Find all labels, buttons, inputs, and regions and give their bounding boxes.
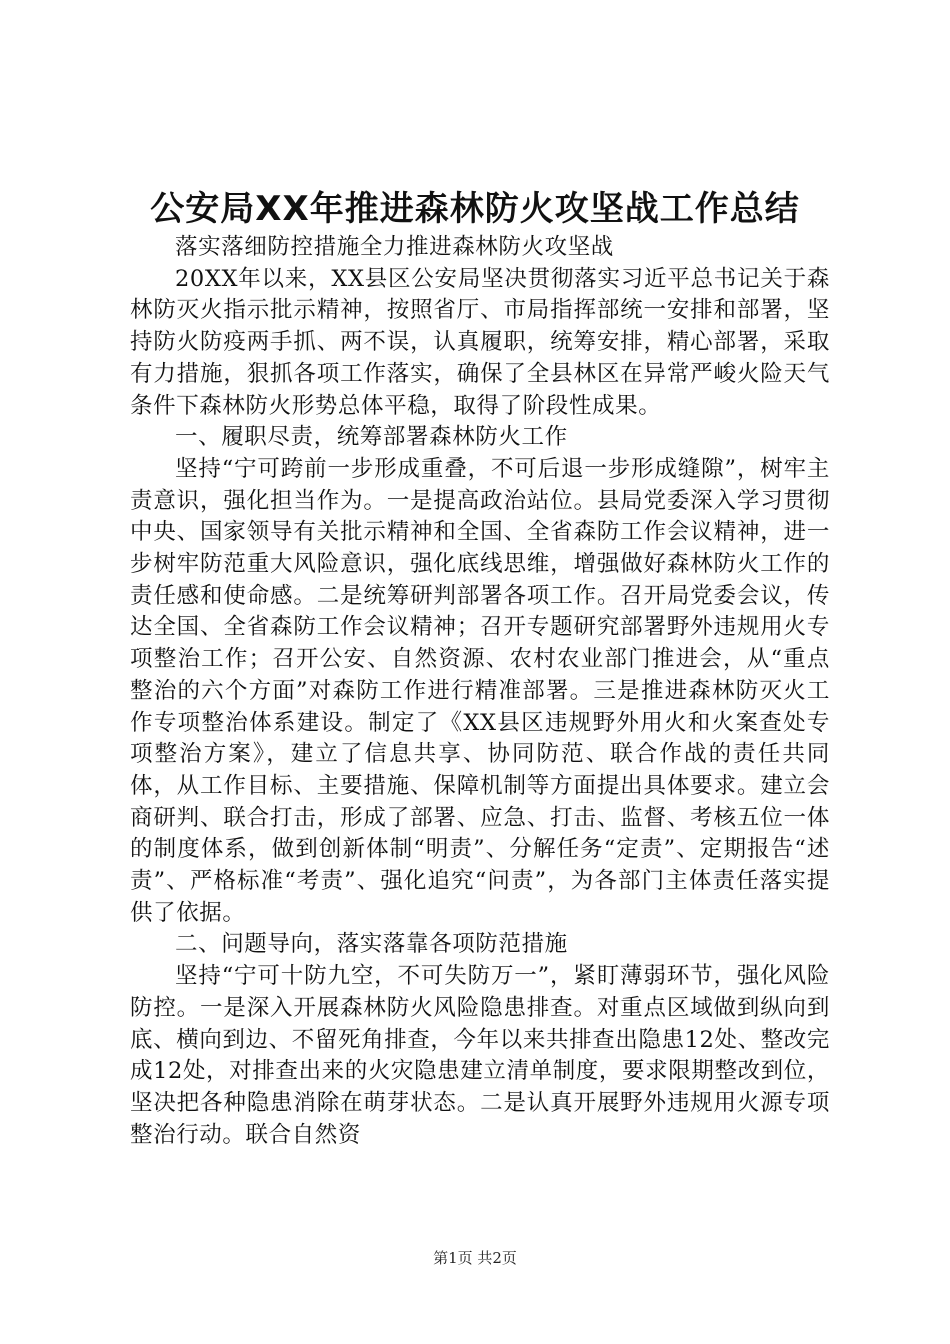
page-footer: 第1页 共2页: [433, 1249, 517, 1267]
document-title: 公安局XX年推进森林防火攻坚战工作总结: [150, 189, 800, 229]
section-2-paragraph: 坚持“宁可十防九空，不可失防万一”，紧盯薄弱环节，强化风险防控。一是深入开展森林防火风险隐患排查。对重点区域做到纵向到底、横向到边、不留死角排查，今年以来共排查出隐患12处、整改完成12处，对排查出来的火灾隐患建立清单制度，要求限期整改到位，坚决把各种隐患消除在萌芽状态。二是认真开展野外违规用火源专项整治行动。联合自然资: [130, 963, 830, 1148]
document-body: [130, 232, 830, 1151]
intro-paragraph: 20XX年以来，XX县区公安局坚决贯彻落实习近平总书记关于森林防灭火指示批示精神，按照省厅、市局指挥部统一安排和部署，坚持防火防疫两手抓、两不误，认真履职，统筹安排，精心部署，采取有力措施，狠抓各项工作落实，确保了全县林区在异常严峻火险天气条件下森林防火形势总体平稳，取得了阶段性成果。: [130, 265, 830, 419]
section-1-paragraph: 坚持“宁可跨前一步形成重叠，不可后退一步形成缝隙”，树牢主责意识，强化担当作为。一是提高政治站位。县局党委深入学习贯彻中央、国家领导有关批示精神和全国、全省森防工作会议精神，进一步树牢防范重大风险意识，强化底线思维，增强做好森林防火工作的责任感和使命感。二是统筹研判部署各项工作。召开局党委会议，传达全国、全省森防工作会议精神；召开专题研究部署野外违规用火专项整治工作；召开公安、自然资源、农村农业部门推进会，从“重点整治的六个方面”对森防工作进行精准部署。三是推进森林防灭火工作专项整治体系建设。制定了《XX县区违规野外用火和火案查处专项整治方案》，建立了信息共享、协同防范、联合作战的责任共同体，从工作目标、主要措施、保障机制等方面提出具体要求。建立会商研判、联合打击，形成了部署、应急、打击、监督、考核五位一体的制度体系，做到创新体制“明责”、分解任务“定责”、定期报告“述责”、严格标准“考责”、强化追究“问责”，为各部门主体责任落实提供了依据。: [130, 455, 830, 926]
section-heading-1: 一、履职尽责，统筹部署森林防火工作: [175, 424, 568, 451]
section-heading-2: 二、问题导向，落实落靠各项防范措施: [175, 931, 568, 958]
subtitle-paragraph: 落实落细防控措施全力推进森林防火攻坚战: [175, 234, 614, 260]
